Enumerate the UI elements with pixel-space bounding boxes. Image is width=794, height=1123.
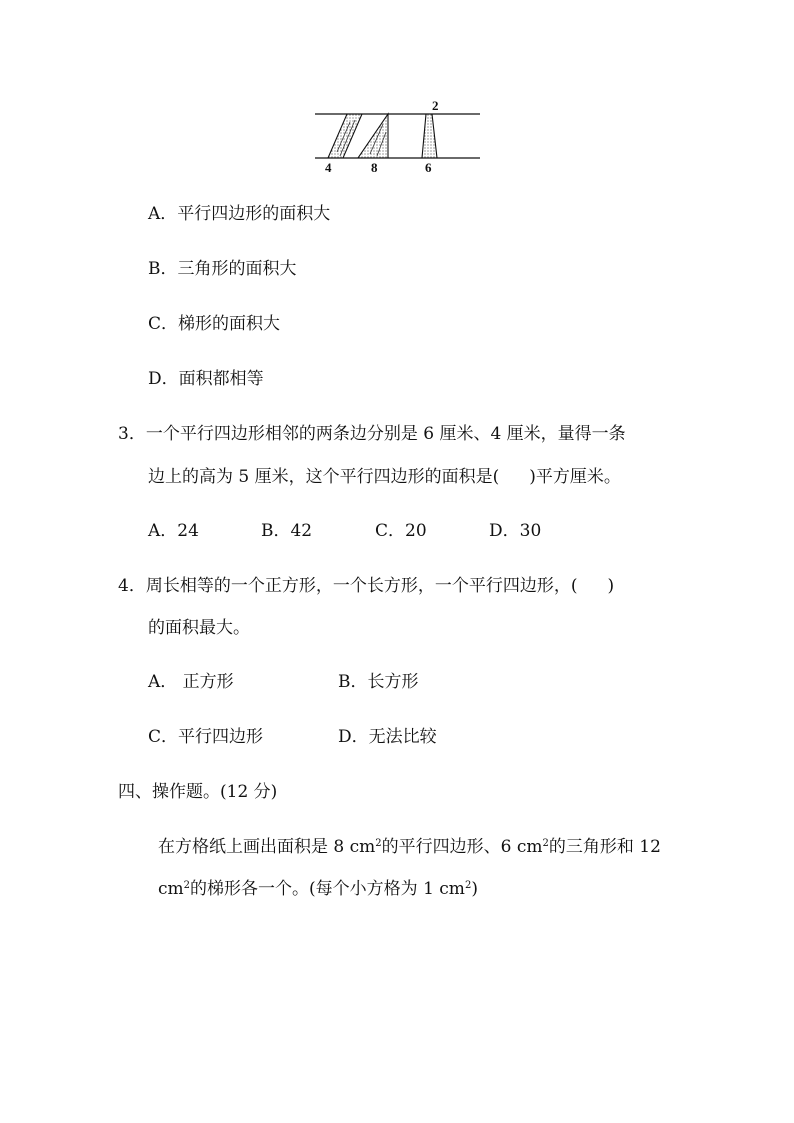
section4-text-line1 (158, 836, 661, 858)
q4-stem-line2: 的面积最大。 (148, 618, 250, 638)
section4-text-part: 的平行四边形、6 cm (381, 837, 543, 857)
q3-option-a: A．24 (148, 521, 199, 541)
figure-label-parallelogram-base: 4 (325, 160, 332, 175)
triangle-shape (358, 114, 388, 158)
section4-text-part: 在方格纸上画出面积是 8 cm (158, 837, 376, 857)
q3-stem-pre: 边上的高为 5 厘米，这个平行四边形的面积是( (148, 467, 500, 487)
superscript: 2 (183, 880, 191, 891)
section4-text-part: cm (158, 879, 184, 899)
shapes-diagram (310, 96, 490, 178)
figure-label-triangle-base: 8 (371, 160, 378, 175)
q2-option-d: D．面积都相等 (148, 369, 264, 389)
q4-stem-post: ) (607, 576, 615, 596)
q3-stem-line1: 3．一个平行四边形相邻的两条边分别是 6 厘米、4 厘米，量得一条 (118, 424, 626, 444)
section4-heading: 四、操作题。(12 分) (118, 782, 278, 802)
q4-option-b: B．长方形 (338, 672, 419, 692)
q3-stem-line2 (148, 466, 621, 488)
q4-stem-line1 (118, 575, 614, 597)
q2-option-a: A．平行四边形的面积大 (148, 204, 331, 224)
parallelogram-shape (328, 114, 362, 158)
q4-stem-pre: 4．周长相等的一个正方形，一个长方形，一个平行四边形，( (118, 576, 578, 596)
q2-option-b: B．三角形的面积大 (148, 259, 297, 279)
q4-option-d: D．无法比较 (338, 727, 437, 747)
q4-option-c: C．平行四边形 (148, 727, 264, 747)
q3-option-c: C．20 (375, 521, 427, 541)
trapezoid-shape (422, 114, 437, 158)
superscript: 2 (464, 880, 472, 891)
superscript: 2 (375, 838, 382, 849)
figure-label-top: 2 (432, 98, 439, 113)
figure-label-trapezoid-base: 6 (425, 160, 432, 175)
section4-text-part: ) (471, 879, 478, 899)
section4-text-part: 的梯形各一个。(每个小方格为 1 cm (190, 879, 465, 899)
q3-stem-post: )平方厘米。 (529, 467, 621, 487)
shapes-figure (310, 96, 490, 178)
q4-option-a: A． 正方形 (148, 672, 234, 692)
section4-text-line2 (158, 878, 478, 900)
q2-option-c: C．梯形的面积大 (148, 314, 281, 334)
q3-option-b: B．42 (261, 521, 313, 541)
superscript: 2 (542, 838, 549, 849)
q3-option-d: D．30 (489, 521, 542, 541)
section4-text-part: 的三角形和 12 (548, 837, 661, 857)
